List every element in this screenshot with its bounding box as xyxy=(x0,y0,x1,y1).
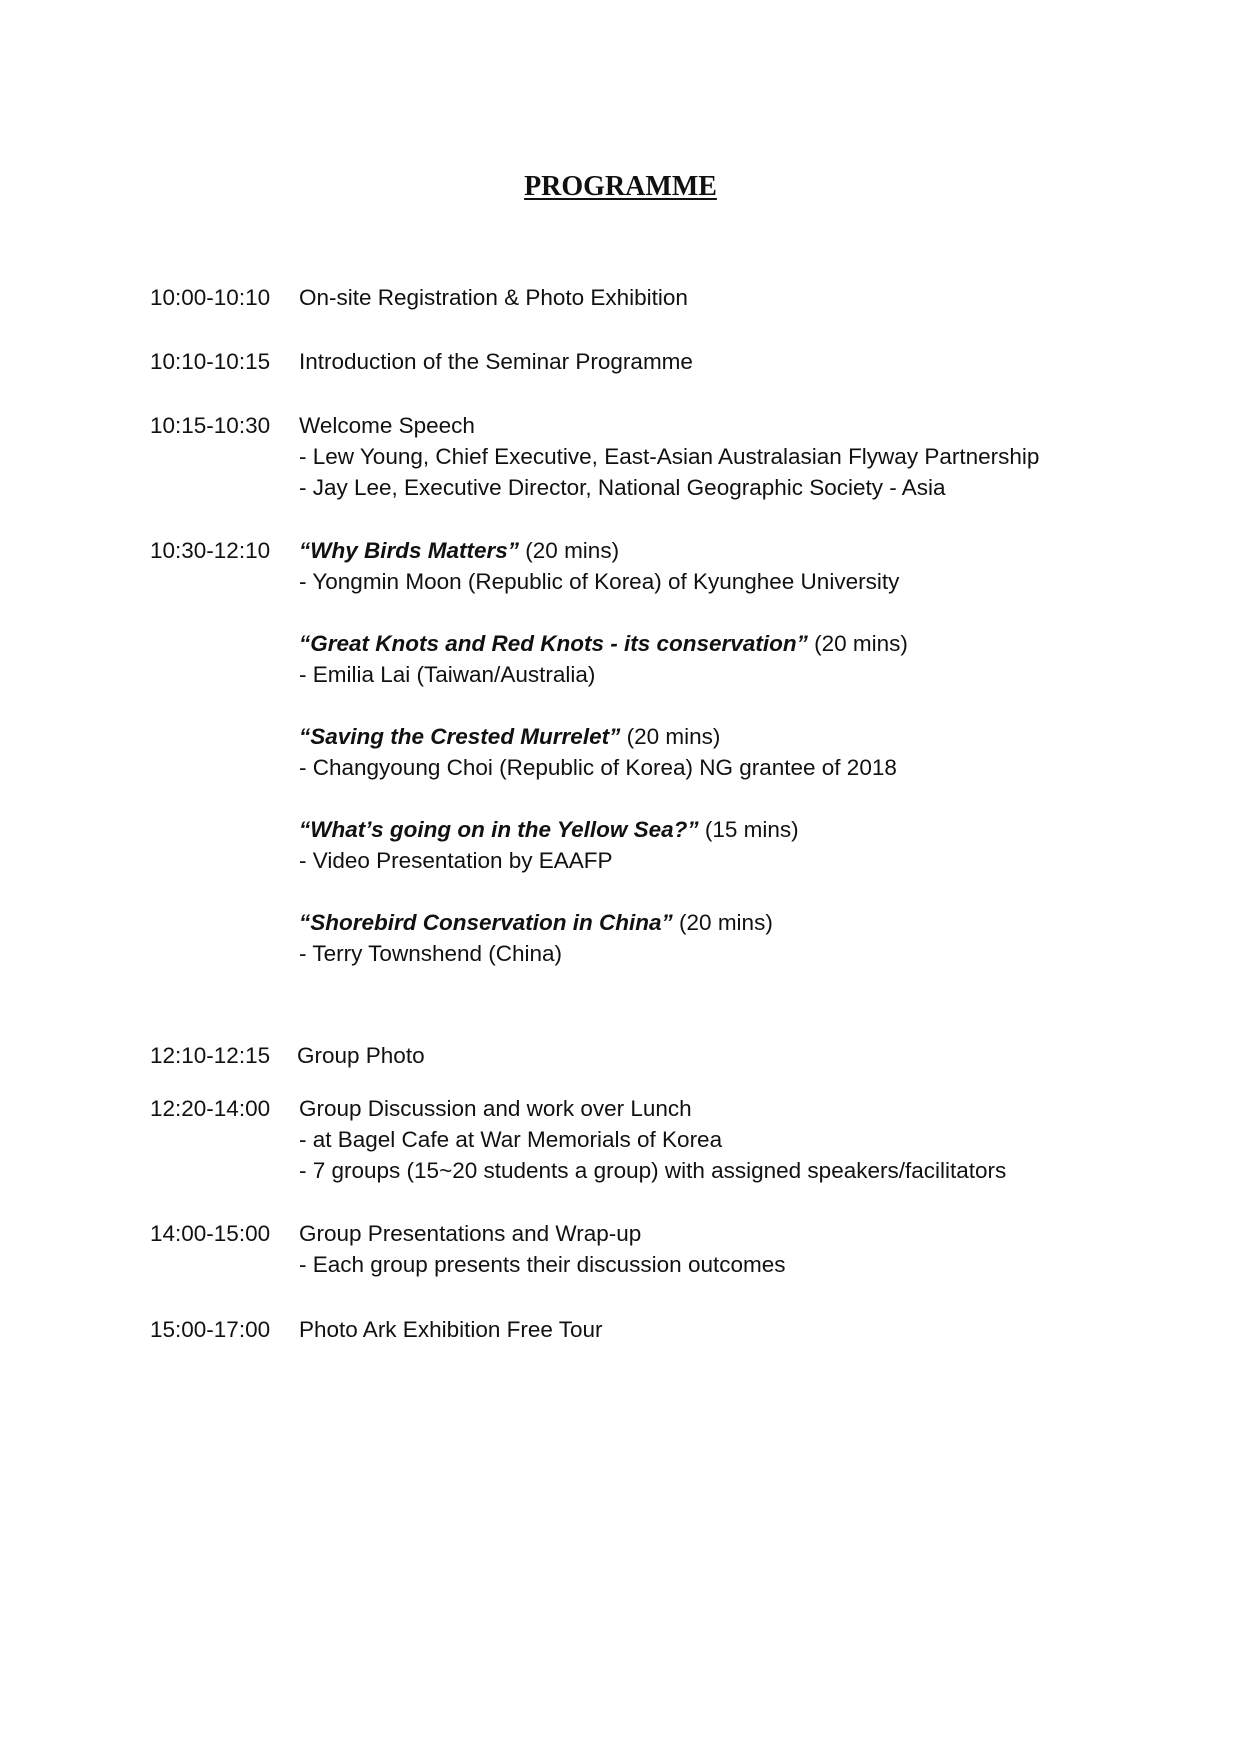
schedule-description: Group Discussion and work over Lunch xyxy=(299,1096,692,1121)
schedule-description: Group Presentations and Wrap-up xyxy=(299,1221,642,1246)
schedule-description: Photo Ark Exhibition Free Tour xyxy=(299,1317,603,1342)
talk-heading xyxy=(299,535,1199,566)
detail-line: - 7 groups (15~20 students a group) with assigned speakers/facilitators xyxy=(299,1158,1007,1183)
schedule-content xyxy=(299,410,1199,503)
schedule-description: Group Photo xyxy=(297,1043,425,1068)
schedule-time: 10:00-10:10 xyxy=(150,285,271,310)
talk-block xyxy=(299,721,1199,783)
schedule-time: 10:30-12:10 xyxy=(150,538,271,563)
talk-duration: (15 mins) xyxy=(698,817,799,842)
schedule-description: Welcome Speech xyxy=(299,413,475,438)
talk-duration: (20 mins) xyxy=(620,724,721,749)
speaker-line: - Changyoung Choi (Republic of Korea) NG grantee of 2018 xyxy=(299,755,897,780)
schedule-time: 15:00-17:00 xyxy=(150,1317,271,1342)
talk-title: “Shorebird Conservation in China” xyxy=(299,910,673,935)
schedule-description: On-site Registration & Photo Exhibition xyxy=(299,285,688,310)
talk-title: “Why Birds Matters” xyxy=(299,538,520,563)
talk-block xyxy=(299,535,1199,597)
talk-heading xyxy=(299,814,1199,845)
detail-line: - at Bagel Cafe at War Memorials of Korea xyxy=(299,1127,723,1152)
schedule-time: 10:10-10:15 xyxy=(150,349,271,374)
schedule-time: 14:00-15:00 xyxy=(150,1221,271,1246)
speaker-line: - Video Presentation by EAAFP xyxy=(299,848,613,873)
schedule-content xyxy=(299,1218,1199,1280)
schedule-description: Introduction of the Seminar Programme xyxy=(299,349,693,374)
talk-heading xyxy=(299,628,1199,659)
talk-duration: (20 mins) xyxy=(519,538,620,563)
speaker-line: - Yongmin Moon (Republic of Korea) of Kyunghee University xyxy=(299,569,900,594)
page-title: PROGRAMME xyxy=(524,171,717,202)
schedule-content xyxy=(297,1040,1197,1071)
talk-heading xyxy=(299,907,1199,938)
talk-title: “What’s going on in the Yellow Sea?” xyxy=(299,817,699,842)
schedule-content xyxy=(299,535,1199,969)
schedule-content xyxy=(299,282,1199,313)
speaker-line: - Emilia Lai (Taiwan/Australia) xyxy=(299,662,596,687)
schedule-content xyxy=(299,1314,1199,1345)
schedule-time: 10:15-10:30 xyxy=(150,413,271,438)
schedule-time: 12:20-14:00 xyxy=(150,1096,271,1121)
talk-block xyxy=(299,907,1199,969)
talk-title: “Saving the Crested Murrelet” xyxy=(299,724,621,749)
talk-duration: (20 mins) xyxy=(672,910,773,935)
schedule-time: 12:10-12:15 xyxy=(150,1043,271,1068)
speaker-line: - Lew Young, Chief Executive, East-Asian Australasian Flyway Partnership xyxy=(299,444,1040,469)
schedule-content xyxy=(299,346,1199,377)
talk-block xyxy=(299,814,1199,876)
speaker-line: - Jay Lee, Executive Director, National Geographic Society - Asia xyxy=(299,475,946,500)
talk-heading xyxy=(299,721,1199,752)
speaker-line: - Terry Townshend (China) xyxy=(299,941,563,966)
schedule-content xyxy=(299,1093,1199,1186)
talk-title: “Great Knots and Red Knots - its conservation” xyxy=(299,631,808,656)
talk-block xyxy=(299,628,1199,690)
detail-line: - Each group presents their discussion outcomes xyxy=(299,1252,786,1277)
talk-duration: (20 mins) xyxy=(807,631,908,656)
